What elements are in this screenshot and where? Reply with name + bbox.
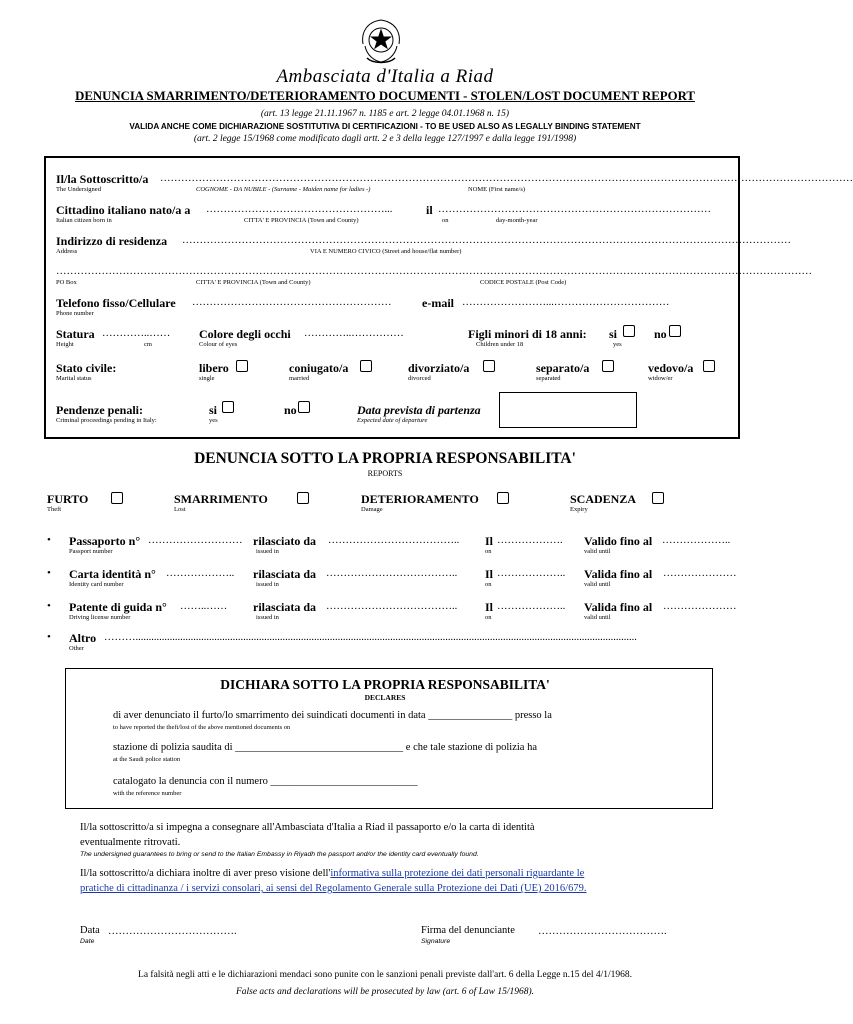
civil-married-label: coniugato/a [289, 361, 349, 375]
license-number-field[interactable]: ……..…… [180, 601, 228, 612]
declare-line-1-sub: to have reported the theft/lost of the above mentioned documents on [113, 724, 291, 731]
born-label: Cittadino italiano nato/a a [56, 203, 191, 217]
law-reference: (art. 13 legge 21.11.1967 n. 1185 e art. 2 legge 04.01.1968 n. 15) [260, 109, 510, 119]
civil-single-sub: single [199, 375, 215, 382]
address-field-2[interactable]: ……………………………………………………………………………………………………………………………………………………………………………………………… [56, 266, 812, 277]
pobox-sub: PO Box [56, 279, 77, 286]
license-sub: Driving license number [69, 614, 131, 621]
departure-sub: Expected date of departure [357, 417, 428, 424]
bullet-license: • [47, 600, 51, 612]
signature-sub: Signature [421, 938, 451, 945]
license-valid-label: Valida fino al [584, 600, 653, 614]
eyes-field[interactable]: …………..…………… [304, 328, 404, 339]
commitment-en: The undersigned guarantees to bring or send to the Italian Embassy in Riyadh the passport and/or the identity card eventually found. [80, 851, 479, 858]
bullet-passport: • [47, 534, 51, 546]
passport-on-label: Il [485, 534, 494, 548]
passport-on-sub: on [485, 548, 492, 555]
postal-sub: CODICE POSTALE (Post Code) [480, 279, 567, 286]
passport-issued-sub: issued in [256, 548, 279, 555]
type-damage-label: DETERIORAMENTO [361, 492, 479, 506]
declare-line-2-sub: at the Saudi police station [113, 756, 181, 763]
children-yes-checkbox[interactable] [623, 325, 635, 337]
idcard-valid-label: Valida fino al [584, 567, 653, 581]
children-yes-label: si [609, 327, 618, 341]
civil-sub: Marital status [56, 375, 92, 382]
penal-yes-sub: yes [209, 417, 218, 424]
license-issued-sub: issued in [256, 614, 279, 621]
penal-no-checkbox[interactable] [298, 401, 310, 413]
bullet-idcard: • [47, 567, 51, 579]
address-sub: Address [56, 248, 78, 255]
passport-valid-field[interactable]: ……………….. [662, 535, 731, 546]
page-title: DENUNCIA SMARRIMENTO/DETERIORAMENTO DOCUMENTI - STOLEN/LOST DOCUMENT REPORT [75, 89, 695, 103]
children-label: Figli minori di 18 anni: [468, 327, 587, 341]
town2-sub: CITTA' E PROVINCIA (Town and County) [196, 279, 311, 286]
idcard-label: Carta identità n° [69, 567, 156, 581]
commitment-line-2: eventualmente ritrovati. [80, 837, 181, 848]
license-on-label: Il [485, 600, 494, 614]
civil-divorced-sub: divorced [408, 375, 431, 382]
other-sub: Other [69, 645, 84, 652]
type-lost-sub: Lost [174, 506, 186, 513]
passport-valid-label: Valido fino al [584, 534, 653, 548]
privacy-link[interactable]: informativa sulla protezione dei dati personali riguardante le [330, 868, 585, 879]
idcard-issued-label: rilasciata da [253, 567, 316, 581]
civil-single-checkbox[interactable] [236, 360, 248, 372]
idcard-valid-sub: valid until [584, 581, 611, 588]
type-expiry-checkbox[interactable] [652, 492, 664, 504]
italian-republic-emblem-icon [357, 14, 405, 66]
idcard-issued-sub: issued in [256, 581, 279, 588]
signer-label: Il/la Sottoscritto/a [56, 172, 149, 186]
privacy-line-1 [80, 868, 584, 879]
eyes-sub: Colour of eyes [199, 341, 238, 348]
license-issued-label: rilasciata da [253, 600, 316, 614]
passport-label: Passaporto n° [69, 534, 141, 548]
license-valid-sub: valid until [584, 614, 611, 621]
dob-sub: day-month-year [496, 217, 538, 224]
type-theft-label: FURTO [47, 492, 89, 506]
height-field[interactable]: …………..…… [102, 328, 171, 339]
passport-issued-field[interactable]: ……………………………….. [328, 535, 460, 546]
signer-field[interactable]: ……………………………………………………………………………………………………………………………………………………………………………… [160, 173, 853, 184]
license-label: Patente di guida n° [69, 600, 167, 614]
civil-widow-sub: widow/er [648, 375, 673, 382]
privacy-prefix: Il/la sottoscritto/a dichiara inoltre di aver preso visione dell' [80, 868, 331, 879]
address-label: Indirizzo di residenza [56, 234, 168, 248]
passport-valid-sub: valid until [584, 548, 611, 555]
declare-subtitle: DECLARES [364, 693, 406, 702]
children-no-label: no [654, 327, 667, 341]
date-label: Data [80, 925, 100, 936]
children-sub: Children under 18 [476, 341, 524, 348]
birth-il-label: il [426, 203, 433, 217]
law-reference-2: (art. 2 legge 15/1968 come modificato dagli artt. 2 e 3 della legge 127/1997 e dalla legge 191/1998) [193, 134, 577, 144]
cm-sub: cm [144, 341, 152, 348]
civil-label: Stato civile: [56, 361, 117, 375]
type-expiry-sub: Expiry [570, 506, 588, 513]
idcard-on-sub: on [485, 581, 492, 588]
type-expiry-label: SCADENZA [570, 492, 637, 506]
children-no-checkbox[interactable] [669, 325, 681, 337]
email-label: e-mail [422, 296, 454, 310]
date-sub: Date [80, 938, 95, 945]
date-field[interactable]: ………………………………. [108, 926, 237, 937]
idcard-issued-field[interactable]: ……………………………….. [326, 568, 458, 579]
license-valid-field[interactable]: ………………… [663, 601, 737, 612]
birthdate-field[interactable]: …………………………………………………………………… [438, 204, 711, 215]
other-label: Altro [69, 631, 97, 645]
declare-line-2: stazione di polizia saudita di ________________________________ e che tale stazione di polizia ha [113, 742, 537, 753]
on-sub: on [442, 217, 449, 224]
penal-yes-checkbox[interactable] [222, 401, 234, 413]
town-sub: CITTA' E PROVINCIA (Town and County) [244, 217, 359, 224]
civil-divorced-label: divorziato/a [408, 361, 470, 375]
eyes-label: Colore degli occhi [199, 327, 291, 341]
passport-date-field[interactable]: ………………. [497, 535, 563, 546]
type-theft-sub: Theft [47, 506, 62, 513]
signature-label: Firma del denunciante [421, 925, 515, 936]
departure-label: Data prevista di partenza [357, 403, 481, 417]
bullet-other: • [47, 631, 51, 643]
declare-line-3-sub: with the reference number [113, 790, 182, 797]
type-lost-label: SMARRIMENTO [174, 492, 268, 506]
signature-field[interactable]: ………………………………. [538, 926, 667, 937]
validity-statement: VALIDA ANCHE COME DICHIARAZIONE SOSTITUTIVA DI CERTIFICAZIONI - TO BE USED ALSO AS LEGALLY BINDING STATEMENT [129, 122, 641, 131]
height-label: Statura [56, 327, 95, 341]
children-yes-sub: yes [613, 341, 622, 348]
phone-label: Telefono fisso/Cellulare [56, 296, 176, 310]
civil-widow-label: vedovo/a [648, 361, 694, 375]
civil-married-sub: married [289, 375, 310, 382]
name-sub: NOME (First name/s) [468, 186, 526, 193]
phone-field[interactable]: ………………………………………………… [192, 297, 392, 308]
idcard-valid-field[interactable]: ………………… [663, 568, 737, 579]
penal-label: Pendenze penali: [56, 403, 143, 417]
idcard-date-field[interactable]: ……………….. [497, 568, 566, 579]
born-sub: Italian citizen born in [56, 217, 112, 224]
privacy-link-2[interactable]: pratiche di cittadinanza / i servizi consolari, ai sensi del Regolamento Generale sulla Protezione dei Dati (UE) 2016/679. [80, 883, 587, 894]
warning-it: La falsità negli atti e le dichiarazioni mendaci sono punite con le sanzioni penali previste dall'art. 6 della Legge n.15 del 4/1/1968. [138, 970, 632, 980]
report-subtitle: REPORTS [367, 469, 403, 478]
type-damage-sub: Damage [361, 506, 383, 513]
street-sub: VIA E NUMERO CIVICO (Street and house/flat number) [310, 248, 462, 255]
license-issued-field[interactable]: ……………………………….. [326, 601, 458, 612]
other-field[interactable]: ………............................................................................................................................................................................................... [104, 632, 637, 643]
idcard-on-label: Il [485, 567, 494, 581]
license-date-field[interactable]: ……………….. [497, 601, 566, 612]
surname-sub: COGNOME - DA NUBILE - (Surname - Maiden name for ladies -) [196, 186, 371, 193]
embassy-name: Ambasciata d'Italia a Riad [276, 66, 494, 87]
civil-divorced-checkbox[interactable] [483, 360, 495, 372]
height-sub: Height [56, 341, 74, 348]
address-field[interactable]: ………………………………………………………………………………………………………………………………………………………… [182, 235, 791, 246]
passport-sub: Passport number [69, 548, 113, 555]
license-on-sub: on [485, 614, 492, 621]
type-theft-checkbox[interactable] [111, 492, 123, 504]
warning-en: False acts and declarations will be prosecuted by law (art. 6 of Law 15/1968). [235, 987, 535, 997]
civil-single-label: libero [199, 361, 229, 375]
declare-line-3: catalogato la denuncia con il numero ____________________________ [113, 776, 418, 787]
passport-issued-label: rilasciato da [253, 534, 316, 548]
civil-separated-sub: separated [536, 375, 561, 382]
departure-date-field[interactable] [499, 392, 637, 428]
civil-married-checkbox[interactable] [360, 360, 372, 372]
signer-sub: The Undersigned [56, 186, 101, 193]
commitment-line-1: Il/la sottoscritto/a si impegna a consegnare all'Ambasciata d'Italia a Riad il passaporto e/o la carta di identità [80, 822, 535, 833]
idcard-sub: Identity card number [69, 581, 124, 588]
declare-title: DICHIARA SOTTO LA PROPRIA RESPONSABILITA' [220, 677, 550, 692]
type-damage-checkbox[interactable] [497, 492, 509, 504]
passport-number-field[interactable]: ……………………… [148, 535, 243, 546]
civil-separated-label: separato/a [536, 361, 590, 375]
declare-line-1: di aver denunciato il furto/lo smarrimento dei suindicati documenti in data ________________ presso la [113, 710, 552, 721]
penal-no-label: no [284, 403, 297, 417]
penal-yes-label: si [209, 403, 218, 417]
birthplace-field[interactable]: ……………………………………………... [206, 204, 393, 215]
civil-separated-checkbox[interactable] [602, 360, 614, 372]
idcard-number-field[interactable]: ……………….. [166, 568, 235, 579]
report-title: DENUNCIA SOTTO LA PROPRIA RESPONSABILITA' [194, 450, 576, 467]
civil-widow-checkbox[interactable] [703, 360, 715, 372]
phone-sub: Phone number [56, 310, 94, 317]
penal-sub: Criminal proceedings pending in Italy: [56, 417, 157, 424]
email-field[interactable]: ……………………...…………………………… [462, 297, 670, 308]
type-lost-checkbox[interactable] [297, 492, 309, 504]
